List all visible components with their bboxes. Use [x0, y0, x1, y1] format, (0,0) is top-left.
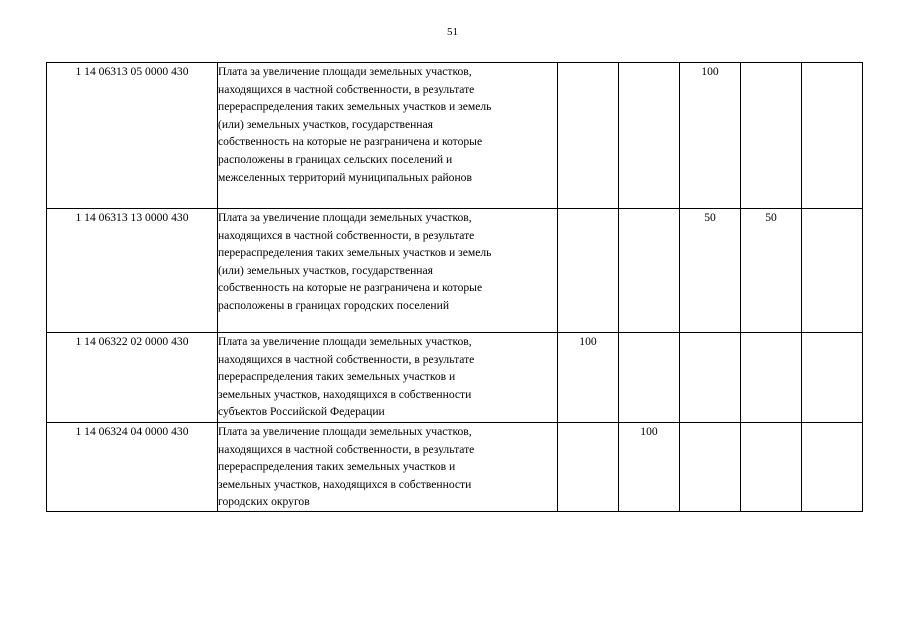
- revenue-description-cell: [218, 333, 558, 423]
- description-line: Плата за увеличение площади земельных участков,: [218, 425, 472, 438]
- value-cell: [802, 423, 863, 512]
- table-row: [47, 333, 863, 423]
- revenue-distribution-table: [46, 62, 863, 512]
- description-line: Плата за увеличение площади земельных участков,: [218, 65, 472, 78]
- revenue-code-cell: 1 14 06324 04 0000 430: [47, 423, 218, 512]
- value-cell: [741, 423, 802, 512]
- value-cell: [558, 423, 619, 512]
- description-line: Плата за увеличение площади земельных участков,: [218, 335, 472, 348]
- description-line: находящихся в частной собственности, в результате: [218, 352, 475, 366]
- description-line: находящихся в частной собственности, в результате: [218, 82, 475, 96]
- description-line: субъектов Российской Федерации: [218, 405, 385, 419]
- value-cell: [619, 209, 680, 333]
- revenue-description-cell: [218, 209, 558, 333]
- revenue-description-cell: [218, 423, 558, 512]
- table-row: [47, 209, 863, 333]
- revenue-code-cell: 1 14 06313 05 0000 430: [47, 63, 218, 209]
- value-cell: [680, 423, 741, 512]
- value-cell: 50: [680, 209, 741, 333]
- description-line: межселенных территорий муниципальных районов: [218, 170, 472, 184]
- value-cell: [558, 209, 619, 333]
- value-cell: 100: [558, 333, 619, 423]
- value-cell: [802, 333, 863, 423]
- description-line: (или) земельных участков, государственная: [218, 263, 433, 277]
- value-cell: [741, 333, 802, 423]
- table-row: [47, 63, 863, 209]
- value-cell: 100: [619, 423, 680, 512]
- description-line: находящихся в частной собственности, в результате: [218, 228, 475, 242]
- description-line: перераспределения таких земельных участков и: [218, 460, 456, 474]
- value-cell: [802, 209, 863, 333]
- value-cell: 50: [741, 209, 802, 333]
- value-cell: [558, 63, 619, 209]
- value-cell: [619, 63, 680, 209]
- description-line: собственность на которые не разграничена и которые: [218, 281, 483, 295]
- description-line: расположены в границах городских поселений: [218, 298, 450, 312]
- description-line: перераспределения таких земельных участков и: [218, 370, 456, 384]
- description-line: Плата за увеличение площади земельных участков,: [218, 211, 472, 224]
- value-cell: [680, 333, 741, 423]
- description-line: находящихся в частной собственности, в результате: [218, 442, 475, 456]
- description-line: (или) земельных участков, государственная: [218, 117, 433, 131]
- revenue-code-cell: 1 14 06322 02 0000 430: [47, 333, 218, 423]
- description-line: городских округов: [218, 495, 310, 509]
- page-number: 51: [447, 26, 458, 38]
- description-line: собственность на которые не разграничена и которые: [218, 135, 483, 149]
- value-cell: [619, 333, 680, 423]
- description-line: перераспределения таких земельных участков и земель: [218, 100, 492, 114]
- revenue-code-cell: 1 14 06313 13 0000 430: [47, 209, 218, 333]
- description-line: расположены в границах сельских поселений и: [218, 152, 453, 166]
- table-row: [47, 423, 863, 512]
- description-line: земельных участков, находящихся в собственности: [218, 387, 472, 401]
- description-line: земельных участков, находящихся в собственности: [218, 477, 472, 491]
- value-cell: [802, 63, 863, 209]
- revenue-description-cell: [218, 63, 558, 209]
- value-cell: [741, 63, 802, 209]
- value-cell: 100: [680, 63, 741, 209]
- description-line: перераспределения таких земельных участков и земель: [218, 246, 492, 260]
